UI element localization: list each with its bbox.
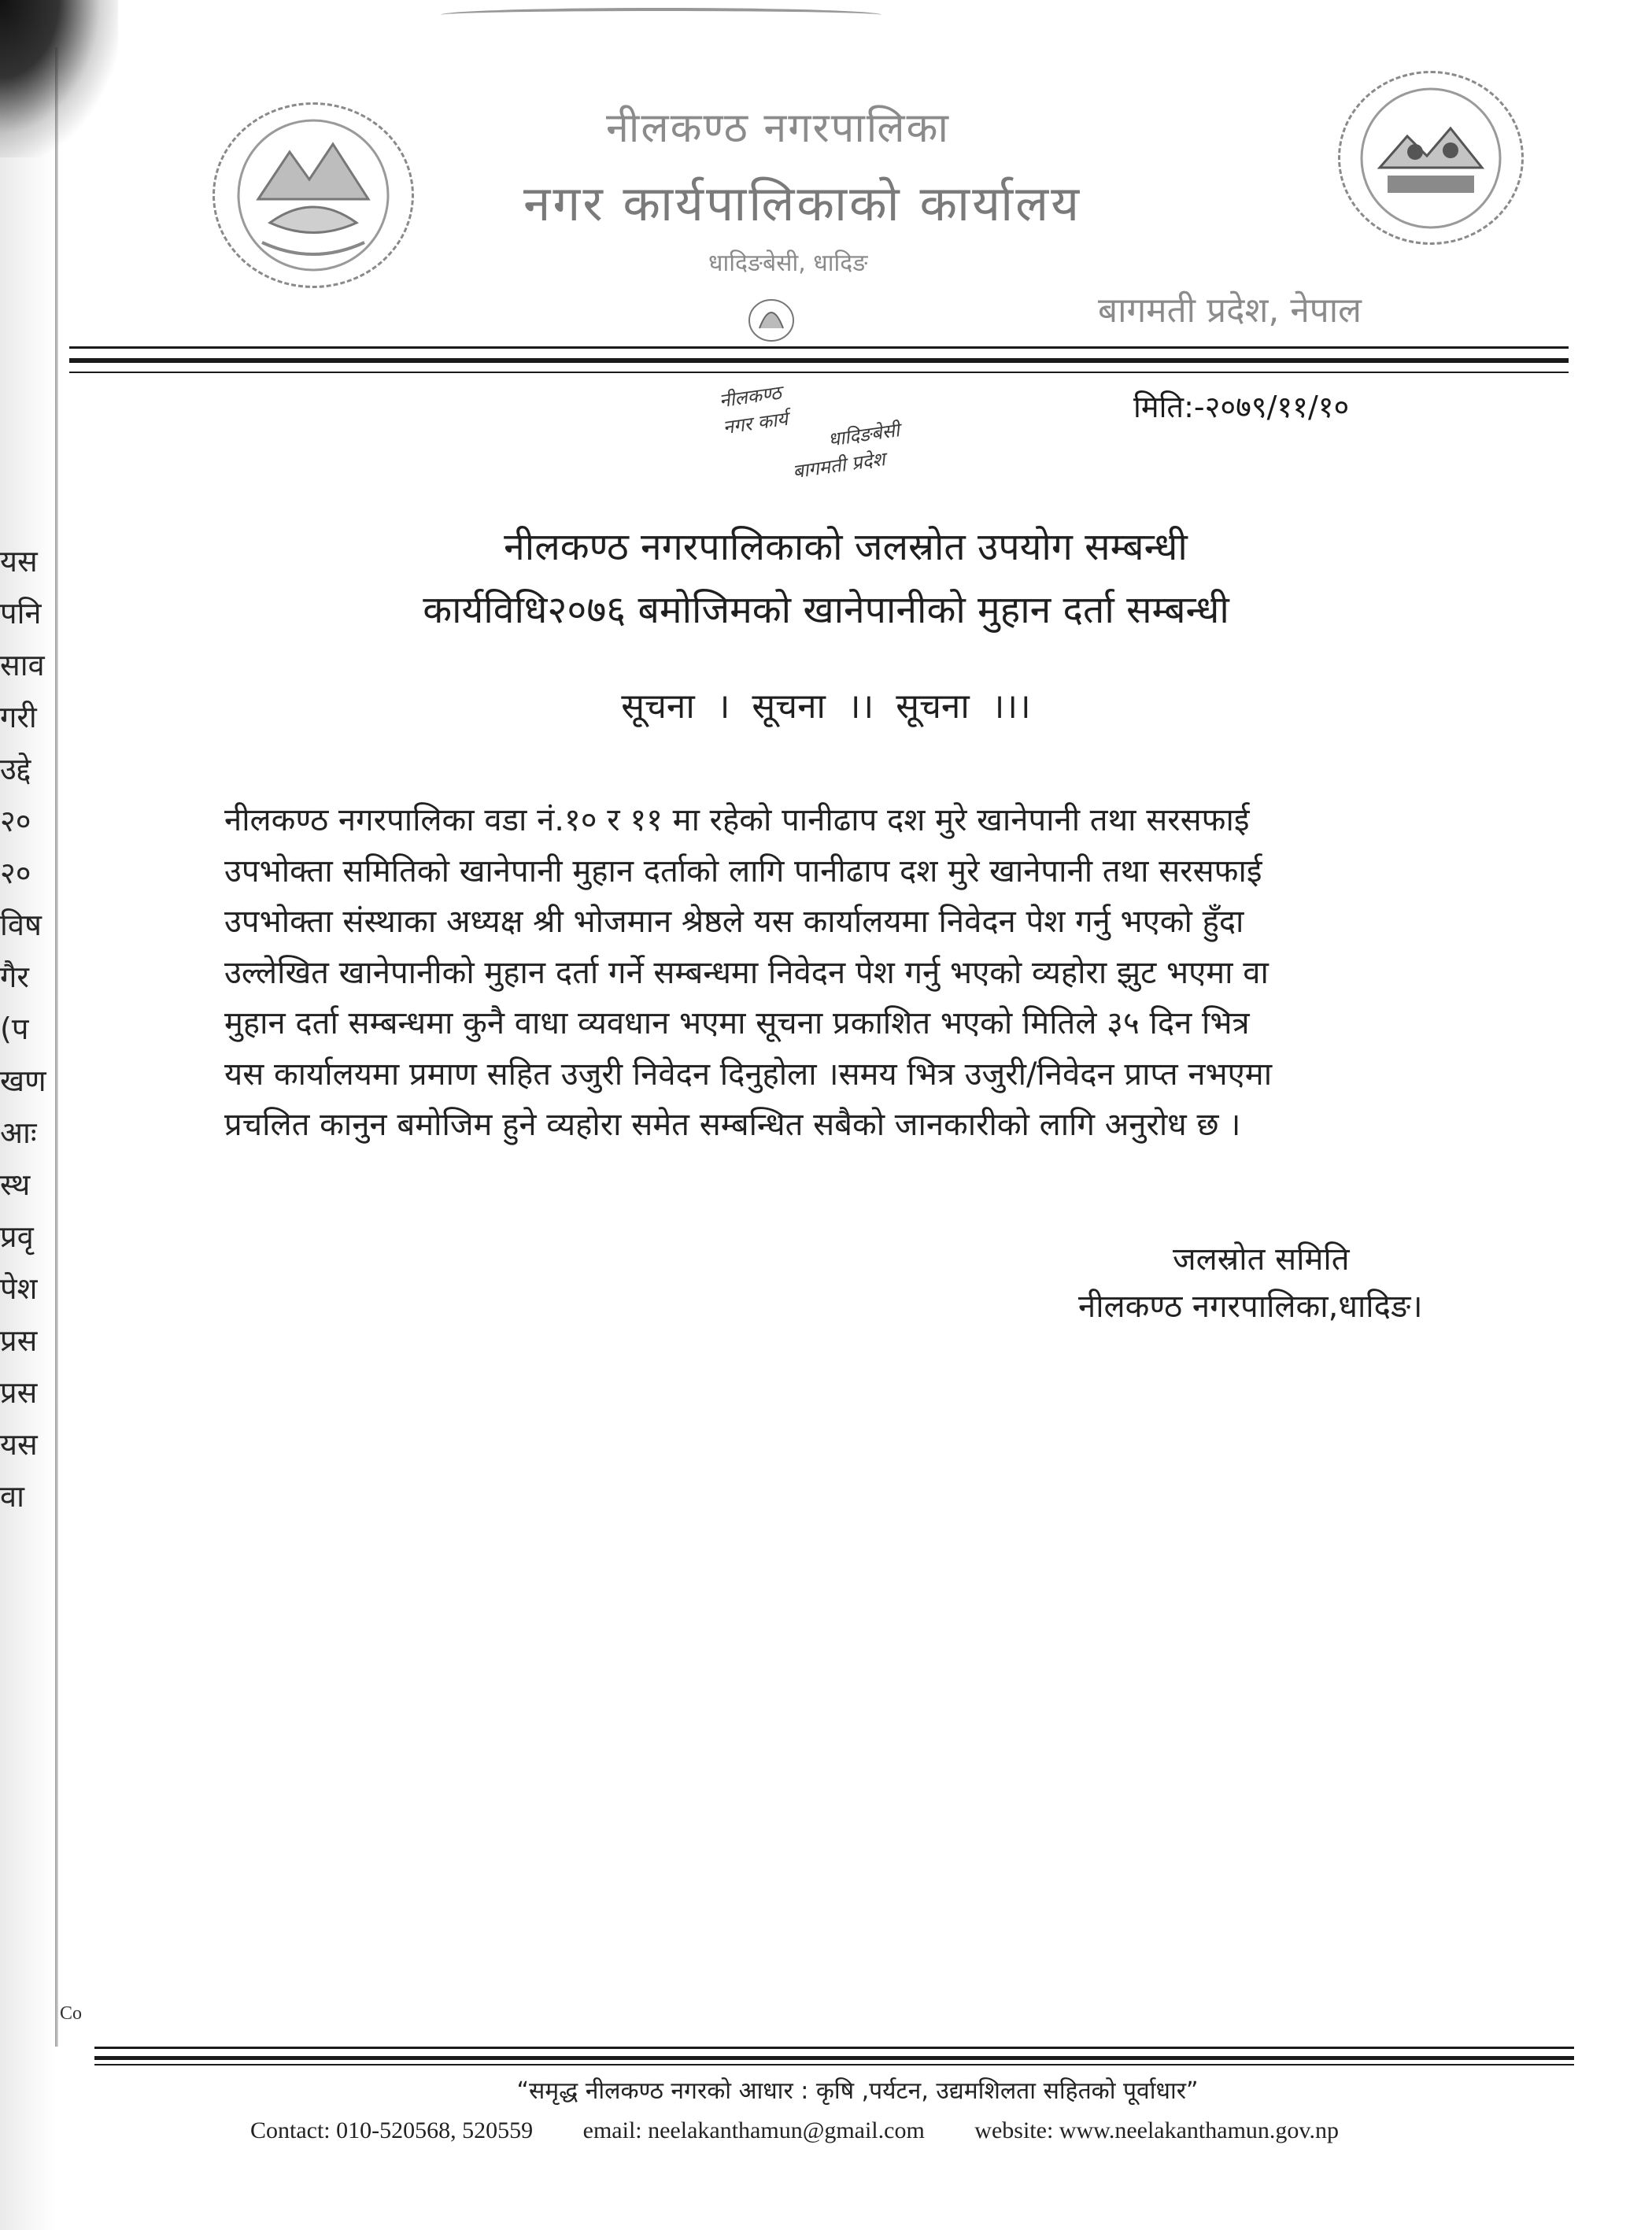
underlying-fragment: विष — [0, 908, 42, 942]
underlying-fragment: आः — [0, 1115, 37, 1150]
underlying-fragment: २० — [0, 804, 31, 838]
stamp-text: नीलकण्ठ — [718, 381, 783, 412]
footer-slogan: “समृद्ध नीलकण्ठ नगरको आधार : कृषि ,पर्यटन, उद्यमशिलता सहितको पूर्वाधार” — [516, 2077, 1199, 2105]
body-line: उपभोक्ता संस्थाका अध्यक्ष श्री भोजमान श्रेष्ठले यस कार्यालयमा निवेदन पेश गर्नु भएको हुँदा — [224, 904, 1244, 940]
underlying-fragment: साव — [0, 648, 45, 682]
province-name: बागमती प्रदेश, नेपाल — [1098, 290, 1362, 331]
scan-shadow — [0, 0, 118, 157]
body-line: यस कार्यालयमा प्रमाण सहित उजुरी निवेदन दिनुहोला ।समय भित्र उजुरी/निवेदन प्राप्त नभएमा — [224, 1056, 1273, 1093]
neelkantha-deity-icon — [744, 285, 799, 344]
underlying-fragment: यस — [0, 1427, 38, 1462]
body-line: उपभोक्ता समितिको खानेपानी मुहान दर्ताको लागि पानीढाप दश मुरे खानेपानी तथा सरसफाई — [224, 852, 1262, 889]
underlying-fragment: प्रस — [0, 1323, 38, 1358]
notice-body — [224, 795, 1452, 1151]
stamp-text: नगर कार्य — [721, 407, 789, 439]
signatory-office: नीलकण्ठ नगरपालिका,धादिङ। — [1078, 1289, 1423, 1325]
footer-divider — [94, 2056, 1574, 2060]
office-location: धादिङबेसी, धादिङ — [708, 250, 868, 277]
underlying-fragment: पेश — [0, 1271, 38, 1306]
underlying-fragment: प्रस — [0, 1375, 38, 1410]
municipality-name: नीलकण्ठ नगरपालिका — [606, 105, 950, 152]
stamp-text: बागमती प्रदेश — [791, 448, 887, 483]
underlying-fragment: खण — [0, 1063, 46, 1098]
underlying-fragment: यस — [0, 544, 38, 579]
underlying-fragment: गैर — [0, 960, 29, 994]
footer-contact-info — [250, 2117, 1383, 2144]
footer-divider — [94, 2064, 1574, 2065]
office-name: नगर कार्यपालिकाको कार्यालय — [523, 175, 1082, 232]
footer-website: website: www.neelakanthamun.gov.np — [974, 2117, 1339, 2143]
body-line: प्रचलित कानुन बमोजिम हुने व्यहोरा समेत सम्बन्धित सबैको जानकारीको लागि अनुरोध छ । — [224, 1107, 1241, 1143]
underlying-fragment: (प — [0, 1011, 29, 1046]
office-stamp — [701, 353, 952, 502]
stamp-text: धादिङबेसी — [826, 419, 901, 451]
underlying-fragment: पनि — [0, 596, 42, 631]
header-divider — [69, 346, 1569, 349]
title-line: कार्यविधि२०७६ बमोजिमको खानेपानीको मुहान दर्ता सम्बन्धी — [423, 588, 1229, 632]
underlying-footer-fragment: Co — [60, 2003, 83, 2024]
nepal-emblem-icon — [213, 102, 414, 288]
underlying-fragment: वा — [0, 1479, 24, 1514]
document-title — [0, 516, 1652, 642]
notice-heading: सूचना । सूचना ।। सूचना ।।। — [621, 686, 1031, 727]
header-divider — [69, 358, 1569, 363]
underlying-fragment: गरी — [0, 700, 37, 734]
footer-divider — [94, 2047, 1574, 2049]
body-line: मुहान दर्ता सम्बन्धमा कुनै वाधा व्यवधान भएमा सूचना प्रकाशित भएको मितिले ३५ दिन भित्र — [224, 1005, 1250, 1041]
top-edge-mark — [441, 8, 881, 22]
document-date: मिति:-२०७९/११/१० — [1133, 390, 1350, 424]
underlying-fragment: २० — [0, 856, 31, 890]
signatory-committee: जलस्रोत समिति — [1173, 1241, 1350, 1278]
body-line: उल्लेखित खानेपानीको मुहान दर्ता गर्ने सम्बन्धमा निवेदन पेश गर्नु भएको व्यहोरा झुट भएमा वा — [224, 954, 1269, 991]
underlying-fragment: उद्दे — [0, 752, 31, 786]
title-line: नीलकण्ठ नगरपालिकाको जलस्रोत उपयोग सम्बन्धी — [504, 525, 1188, 569]
footer-email: email: neelakanthamun@gmail.com — [582, 2117, 925, 2143]
footer-phone: Contact: 010-520568, 520559 — [250, 2117, 534, 2143]
underlying-fragment: प्रवृ — [0, 1219, 34, 1254]
municipality-logo-icon — [1338, 71, 1524, 245]
body-line: नीलकण्ठ नगरपालिका वडा नं.१० र ११ मा रहेको पानीढाप दश मुरे खानेपानी तथा सरसफाई — [224, 802, 1250, 838]
underlying-fragment: स्थ — [0, 1167, 31, 1202]
